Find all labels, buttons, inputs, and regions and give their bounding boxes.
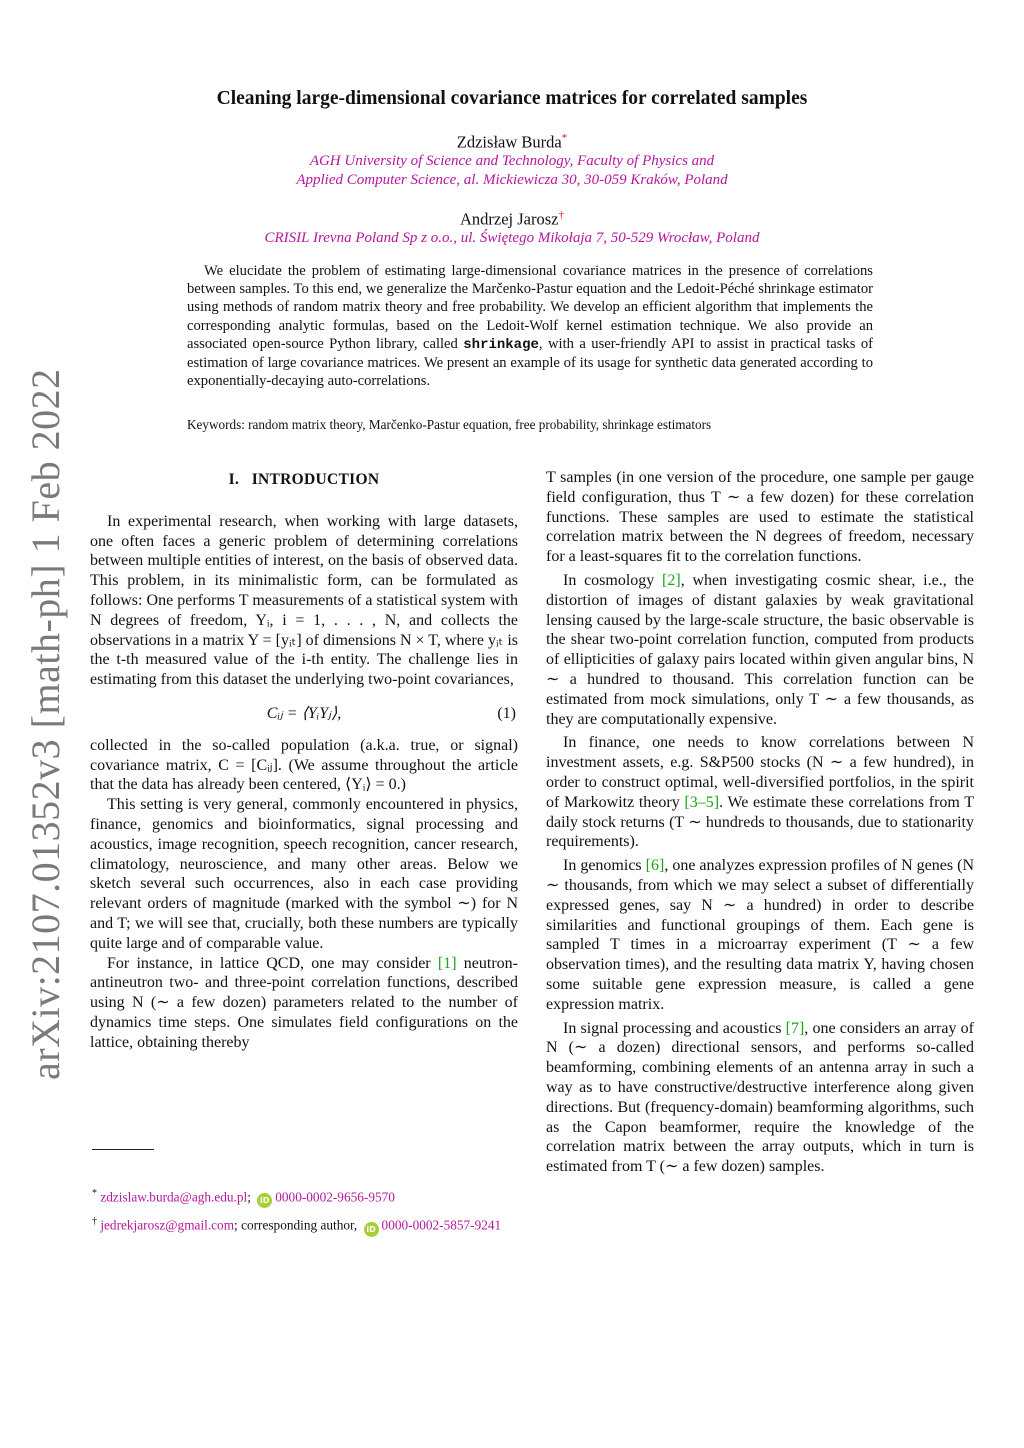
intro-paragraph: In experimental research, when working with large datasets, one often faces a generic problem of determining correlations between multiple entities of interest, on the basis of observed data. This problem, in its minimalistic form, can be formulated as follows: One performs T measurements of a statistical system with N degrees of freedom, Yᵢ, i = 1, . . . , N, and collects the observations in a matrix Y = [yᵢₜ] of dimensions N × T, where yᵢₜ is the t-th measured value of the i-th entity. The challenge lies in estimating from this dataset the underlying two-point covariances, [90,512,518,689]
author-1-mark[interactable]: * [561,132,568,144]
paragraph-text: In genomics [563,857,646,875]
footnote-mark: † [92,1216,97,1228]
paragraph-text: For instance, in lattice QCD, one may consider [107,954,438,972]
footnote-separator: ; [247,1189,251,1205]
affiliation-line: Applied Computer Science, al. Mickiewicza 30, 30-059 Kraków, Poland [296,172,728,188]
paragraph-text: In signal processing and acoustics [563,1019,786,1037]
paragraph-text: , one considers an array of N (∼ a dozen) directional sensors, and performs so-called beamforming, combining elements of an antenna array in such a way as to have constructive/destructive interference along given directions. But (frequency-domain) beamforming algorithms, such as the Capon beamformer, require the knowledge of the correlation matrix between the array outputs, which in turn is estimated from T (∼ a few dozen) samples. [546,1019,974,1176]
intro-paragraph [90,954,518,1053]
paragraph-text: In cosmology [563,571,663,589]
affiliation-line: AGH University of Science and Technology, Faculty of Physics and [309,153,715,169]
footnote-1 [92,1185,520,1208]
citation-link[interactable]: [6] [645,857,665,875]
paragraph-text: In finance, one needs to know correlations between N investment assets, e.g. S&P500 stocks (N ∼ a few hundred), in order to construct optimal, well-diversified portfolios, in the spirit of Markowitz theory [546,734,974,811]
equation-number: (1) [497,704,516,722]
citation-link[interactable]: [3–5] [684,793,720,811]
intro-paragraph: collected in the so-called population (a.k.a. true, or signal) covariance matrix, C = [Cᵢⱼ]. (We assume throughout the article that the data has already been centered, ⟨Yᵢ⟩ = 0.) [90,736,518,794]
footnote-mark: * [92,1188,97,1199]
footnotes [92,1185,520,1242]
keywords: Keywords: random matrix theory, Marčenko-Pastur equation, free probability, shrinkage estimators [187,417,712,432]
citation-link[interactable]: [7] [785,1019,805,1037]
abstract [187,262,873,390]
footnote-separator: ; corresponding author, [234,1217,358,1233]
paragraph-text: , one analyzes expression profiles of N genes (N ∼ thousands, from which we may select a subset of differentially expressed genes, say N ∼ a hundred) in order to describe similarities and functional groupings of them. Each gene is sampled T times in a microarray experiment (T ∼ a few observation times), and the resulting data matrix Y, having chosen some suitable gene expression measure, is called a gene expression matrix. [546,857,974,1013]
arxiv-identifier[interactable]: arXiv:2107.01352v3 [math-ph] 1 Feb 2022 [23,368,68,1080]
paragraph-text: . We estimate these correlations from T daily stock returns (T ∼ hundreds to thousands, due to stationarity requirements). [546,793,974,851]
paragraph-text: , when investigating cosmic shear, i.e., the distortion of images of distant galaxies by weak gravitational lensing caused by the large-scale structure, the basic observable is the shear two-point correlation function, computed from products of ellipticities of galaxy pairs located within given angular bins, N ∼ a hundred to thousand. This correlation function can be estimated from mock simulations, only T ∼ a few thousands, as they are computationally expensive. [546,571,975,728]
citation-link[interactable]: [1] [437,954,457,972]
equation-body: Cᵢⱼ = ⟨YᵢYⱼ⟩, [266,704,342,722]
library-name: shrinkage [463,336,539,353]
section-title: INTRODUCTION [251,471,380,488]
intro-paragraph [546,733,974,852]
email-link[interactable]: jedrekjarosz@gmail.com [100,1217,235,1233]
paper-title: Cleaning large-dimensional covariance matrices for correlated samples [216,88,808,109]
footnote-rule [92,1149,154,1150]
intro-paragraph [546,571,974,729]
author-2-mark[interactable]: † [558,209,564,221]
intro-paragraph: T samples (in one version of the procedure, one sample per gauge field configuration, thus T ∼ a few dozen) for these correlation functions. These samples are used to estimate the statistical correlation matrix between the N degrees of freedom, necessary for a least-squares fit to the correlation functions. [546,469,974,566]
author-2 [0,209,1024,230]
author-1-affiliation [0,152,1024,190]
email-link[interactable]: zdzislaw.burda@agh.edu.pl [100,1189,248,1205]
footnote-2 [92,1213,520,1236]
author-1 [0,132,1024,153]
left-column [90,468,518,1053]
intro-paragraph [546,856,974,1014]
orcid-icon[interactable]: iD [364,1222,379,1237]
equation-1 [90,704,518,724]
citation-link[interactable]: [2] [662,571,681,589]
affiliation-line: CRISIL Irevna Poland Sp z o.o., ul. Świętego Mikołaja 7, 50-529 Wrocław, Poland [264,230,760,246]
intro-paragraph: This setting is very general, commonly encountered in physics, finance, genomics and bioinformatics, signal processing and acoustics, image recognition, speech recognition, cancer research, climatology, neuroscience, and many other areas. Below we sketch several such occurrences, also in each case providing relevant orders of magnitude (marked with the symbol ∼) for N and T; we will see that, crucially, both these numbers are typically quite large and of comparable value. [90,796,518,952]
author-2-name: Andrzej Jarosz [459,209,559,229]
abstract-text-a: We elucidate the problem of estimating large-dimensional covariance matrices in the presence of correlations between samples. To this end, we generalize the Marčenko-Pastur equation and the Ledoit-Péché shrinkage estimator using methods of random matrix theory and free probability. We develop an efficient algorithm that implements the corresponding analytic formulas, based on the Ledoit-Wolf kernel estimation technique. We also provide an associated open-source Python library, called [187,263,873,352]
section-number: I. [228,471,240,488]
author-2-affiliation [0,229,1024,248]
paragraph-text: neutron-antineutron two- and three-point correlation functions, described using N (∼ a few dozen) parameters related to the number of dynamics time steps. One simulates field configurations on the lattice, obtaining thereby [90,954,519,1051]
abstract-text-b: , with a user-friendly API to assist in practical tasks of estimation of large covariance matrices. We present an example of its usage for synthetic data generated according to exponentially-decaying auto-correlations. [187,335,874,390]
author-1-name: Zdzisław Burda [456,132,562,152]
right-column [546,468,974,1181]
orcid-link[interactable]: 0000-0002-5857-9241 [381,1217,502,1233]
orcid-icon[interactable]: iD [257,1193,272,1208]
section-heading [90,470,518,490]
orcid-link[interactable]: 0000-0002-9656-9570 [275,1189,395,1205]
intro-paragraph [546,1019,974,1177]
